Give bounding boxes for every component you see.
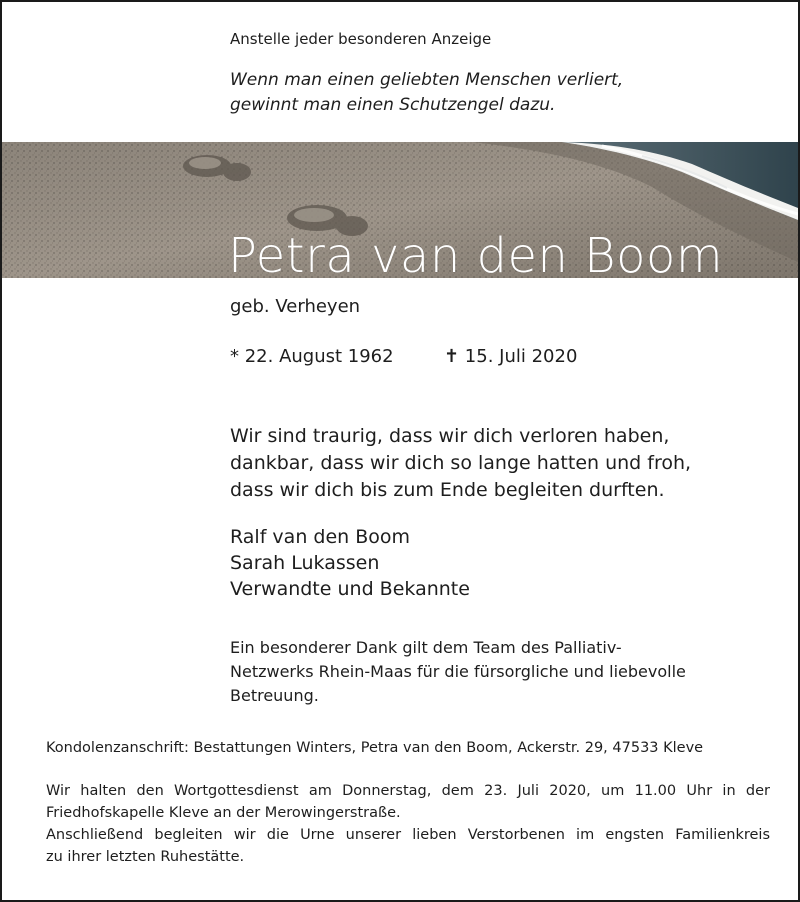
service-line: Anschließend begleiten wir die Urne unserer lieben Verstorbenen im engsten Familienkreis [46,827,770,843]
header-note: Anstelle jeder besonderen Anzeige [230,30,492,48]
mourner: Ralf van den Boom [230,526,411,548]
life-dates [230,346,578,367]
thanks-line: Betreuung. [230,686,319,705]
motto-quote [230,68,623,118]
poem-line: dass wir dich bis zum Ende begleiten durften. [230,479,665,501]
birth-date: * 22. August 1962 [230,346,394,367]
deceased-name: Petra van den Boom [228,228,724,284]
thanks-line: Netzwerks Rhein-Maas für die fürsorgliche und liebevolle [230,662,686,681]
poem [230,423,691,504]
condolence-address: Kondolenzanschrift: Bestattungen Winters, Petra van den Boom, Ackerstr. 29, 47533 Kleve [46,740,704,756]
mourner: Sarah Lukassen [230,552,380,574]
motto-line: Wenn man einen geliebten Menschen verliert, [230,70,624,90]
death-date: ✝ 15. Juli 2020 [444,346,578,367]
poem-line: Wir sind traurig, dass wir dich verloren haben, [230,425,670,447]
mourner: Verwandte und Bekannte [230,578,470,600]
birth-name: geb. Verheyen [230,296,361,317]
motto-line: gewinnt man einen Schutzengel dazu. [230,95,556,115]
service-line: zu ihrer letzten Ruhestätte. [46,849,245,865]
thanks-line: Ein besonderer Dank gilt dem Team des Palliativ- [230,638,622,657]
mourners-list [230,524,470,602]
service-line: Wir halten den Wortgottesdienst am Donnerstag, dem 23. Juli 2020, um 11.00 Uhr in der [46,783,770,799]
service-info [46,780,770,868]
thanks-note [230,636,686,708]
service-line: Friedhofskapelle Kleve an der Merowingerstraße. [46,805,401,821]
poem-line: dankbar, dass wir dich so lange hatten und froh, [230,452,692,474]
